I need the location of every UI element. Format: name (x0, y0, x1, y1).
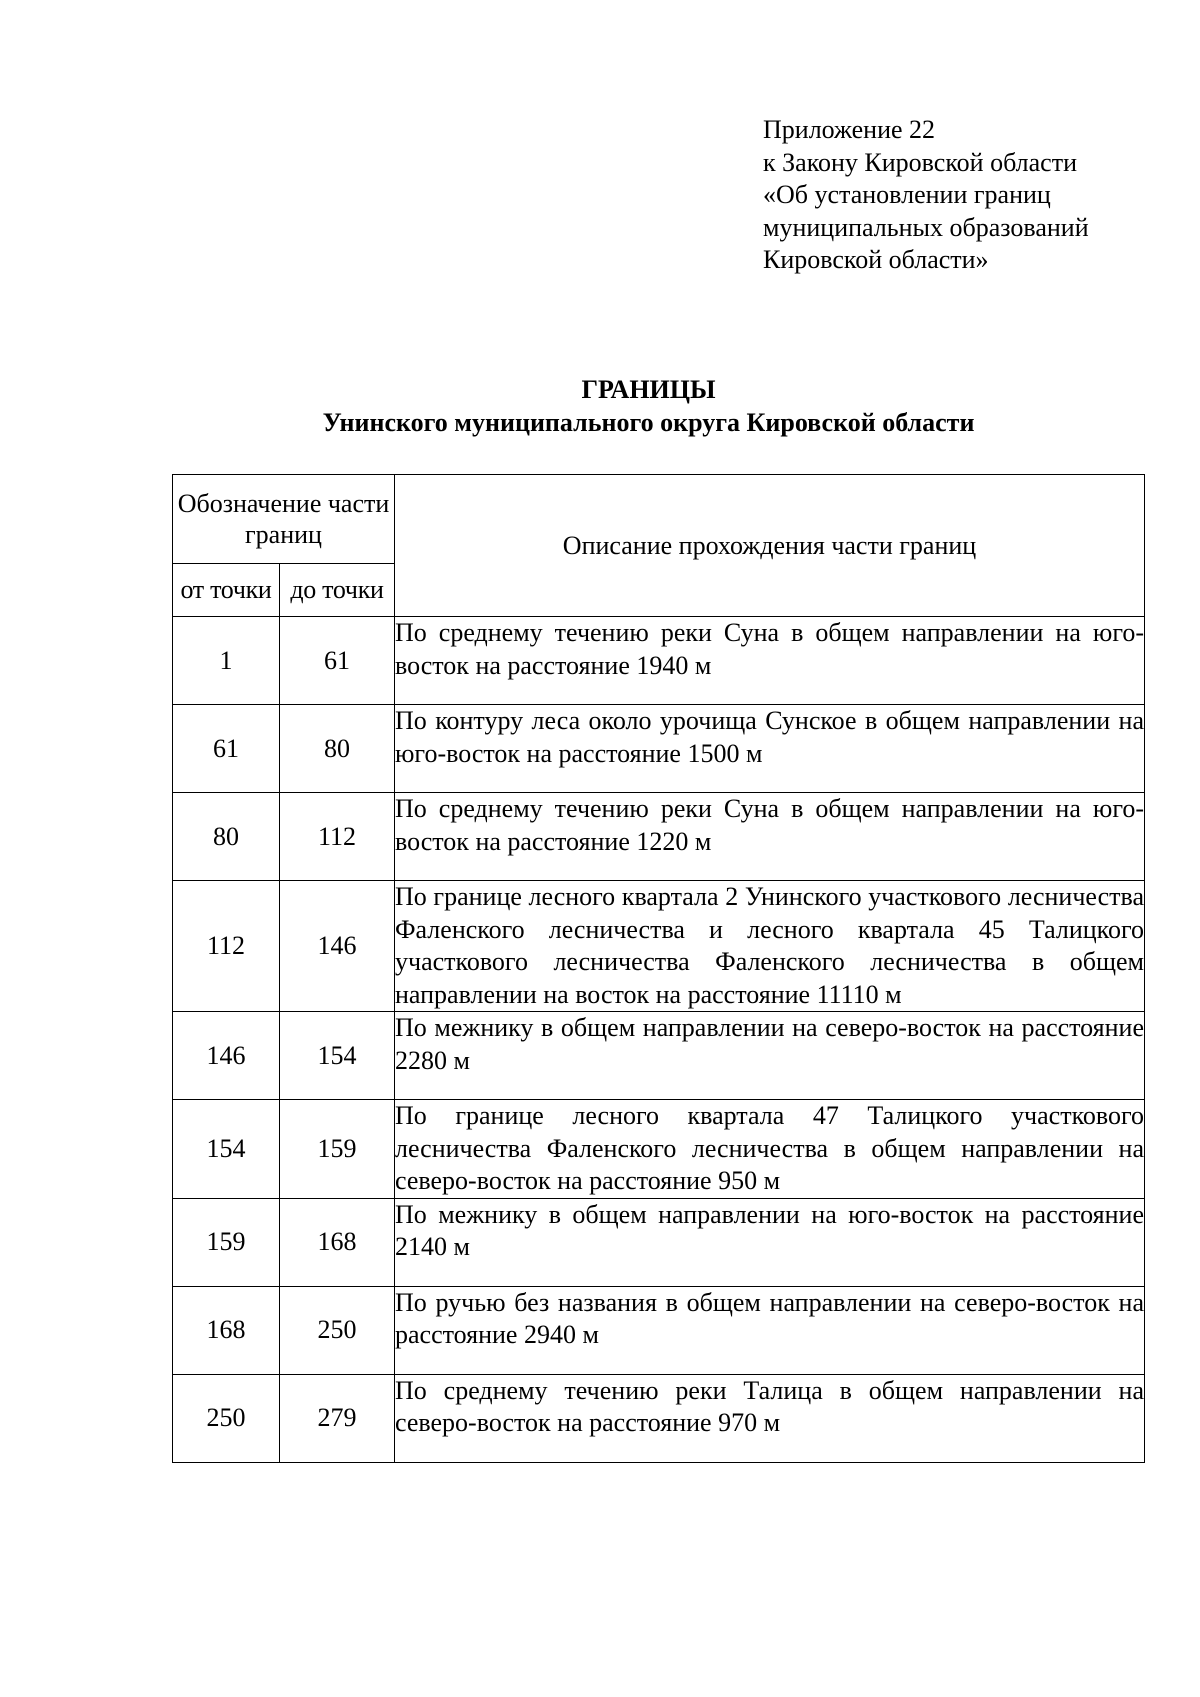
from-point-cell: 80 (173, 793, 280, 881)
to-point-cell: 80 (280, 705, 395, 793)
appendix-header (763, 114, 1089, 277)
description-cell: По среднему течению реки Суна в общем направлении на юго-восток на расстояние 1220 м (395, 793, 1145, 881)
table-row (173, 1286, 1145, 1374)
header-description: Описание прохождения части границ (395, 475, 1145, 617)
appendix-line: к Закону Кировской области (763, 147, 1077, 177)
description-cell: По межнику в общем направлении на северо-восток на расстояние 2280 м (395, 1012, 1145, 1100)
from-point-cell: 154 (173, 1100, 280, 1199)
header-to-point: до точки (280, 564, 395, 617)
header-from-point: от точки (173, 564, 280, 617)
from-point-cell: 250 (173, 1374, 280, 1462)
table-row (173, 1100, 1145, 1199)
table-row (173, 1198, 1145, 1286)
from-point-cell: 112 (173, 881, 280, 1012)
to-point-cell: 168 (280, 1198, 395, 1286)
from-point-cell: 1 (173, 617, 280, 705)
table-header-row (173, 475, 1145, 564)
from-point-cell: 159 (173, 1198, 280, 1286)
table-row (173, 617, 1145, 705)
to-point-cell: 159 (280, 1100, 395, 1199)
description-cell: По границе лесного квартала 47 Талицкого участкового лесничества Фаленского лесничества в общем направлении на северо-восток на расстояние 950 м (395, 1100, 1145, 1199)
to-point-cell: 112 (280, 793, 395, 881)
document-title (0, 373, 1200, 439)
to-point-cell: 154 (280, 1012, 395, 1100)
description-cell: По ручью без названия в общем направлении на северо-восток на расстояние 2940 м (395, 1286, 1145, 1374)
table-row (173, 1374, 1145, 1462)
to-point-cell: 146 (280, 881, 395, 1012)
to-point-cell: 61 (280, 617, 395, 705)
boundary-table (172, 474, 1145, 1463)
from-point-cell: 146 (173, 1012, 280, 1100)
table-row (173, 705, 1145, 793)
to-point-cell: 250 (280, 1286, 395, 1374)
description-cell: По контуру леса около урочища Сунское в общем направлении на юго-восток на расстояние 1500 м (395, 705, 1145, 793)
description-cell: По границе лесного квартала 2 Унинского участкового лесничества Фаленского лесничества и лесного квартала 45 Талицкого участкового лесничества Фаленского лесничества в общем направлении на восток на расстояние 11110 м (395, 881, 1145, 1012)
from-point-cell: 61 (173, 705, 280, 793)
to-point-cell: 279 (280, 1374, 395, 1462)
description-cell: По среднему течению реки Суна в общем направлении на юго-восток на расстояние 1940 м (395, 617, 1145, 705)
description-cell: По межнику в общем направлении на юго-восток на расстояние 2140 м (395, 1198, 1145, 1286)
description-cell: По среднему течению реки Талица в общем направлении на северо-восток на расстояние 970 м (395, 1374, 1145, 1462)
header-designation: Обозначение части границ (173, 475, 395, 564)
appendix-line: «Об установлении границ (763, 180, 1051, 209)
title-line-2: Унинского муниципального округа Кировской области (322, 408, 975, 437)
table-row (173, 881, 1145, 1012)
appendix-line: Приложение 22 (763, 115, 936, 144)
title-line-1: ГРАНИЦЫ (581, 375, 716, 404)
appendix-line: Кировской области» (763, 245, 989, 274)
table-row (173, 1012, 1145, 1100)
from-point-cell: 168 (173, 1286, 280, 1374)
table-row (173, 793, 1145, 881)
appendix-line: муниципальных образований (763, 212, 1089, 242)
